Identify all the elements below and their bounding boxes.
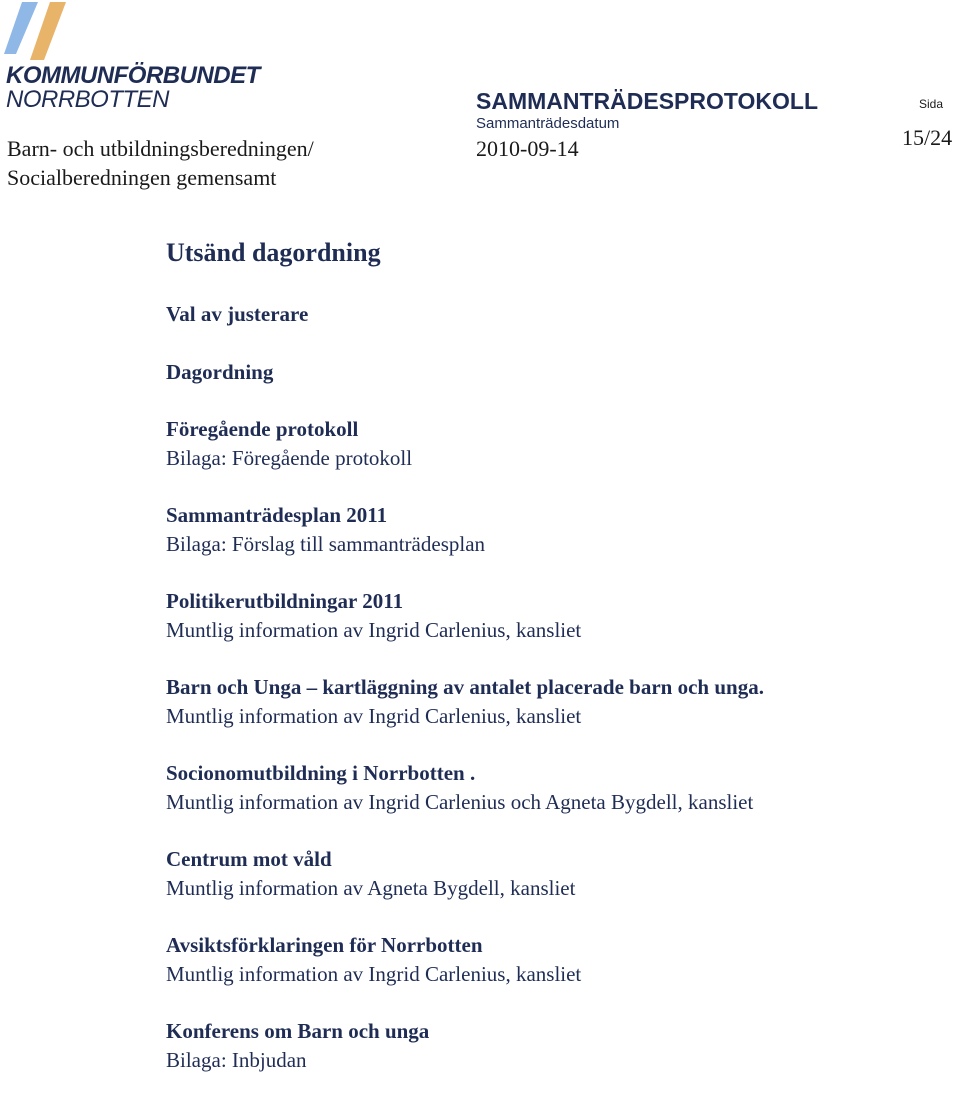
agenda-item-title: Val av justerare <box>166 302 309 326</box>
agenda-item <box>166 358 946 387</box>
agenda-item <box>166 931 946 988</box>
agenda-item-title: Centrum mot våld <box>166 847 332 871</box>
agenda-item-title: Avsiktsförklaringen för Norrbotten <box>166 933 483 957</box>
agenda-item-note: Muntlig information av Ingrid Carlenius, kansliet <box>166 617 582 642</box>
agenda-item-note: Muntlig information av Ingrid Carlenius och Agneta Bygdell, kansliet <box>166 789 754 814</box>
agenda-item <box>166 1017 946 1074</box>
agenda-item <box>166 415 946 472</box>
agenda-item-title: Dagordning <box>166 359 274 384</box>
agenda-item-note: Bilaga: Föregående protokoll <box>166 445 413 470</box>
logo-stripe-orange <box>30 2 66 60</box>
agenda-item-note: Muntlig information av Ingrid Carlenius, kansliet <box>166 961 582 986</box>
agenda-item-note: Muntlig information av Agneta Bygdell, kansliet <box>166 875 576 900</box>
logo-stripes-icon <box>4 2 74 62</box>
agenda-item-title: Föregående protokoll <box>166 417 359 441</box>
agenda-item-title: Barn och Unga – kartläggning av antalet placerade barn och unga. <box>166 675 764 699</box>
page-label: Sida <box>919 97 944 111</box>
committee-name-line2: Socialberedningen gemensamt <box>7 165 277 190</box>
agenda-heading: Utsänd dagordning <box>166 238 381 267</box>
agenda-item <box>166 759 946 816</box>
logo-text-line1: KOMMUNFÖRBUNDET <box>6 62 260 89</box>
agenda-item-note: Bilaga: Förslag till sammanträdesplan <box>166 531 486 556</box>
agenda-item <box>166 300 946 329</box>
agenda-item-note: Muntlig information av Ingrid Carlenius, kansliet <box>166 703 582 728</box>
agenda-item-title: Sammanträdesplan 2011 <box>166 503 388 527</box>
page-number: 15/24 <box>902 125 953 150</box>
logo-stripe-blue <box>4 2 38 54</box>
agenda-item <box>166 673 946 730</box>
agenda-item <box>166 501 946 558</box>
agenda-item-note: Bilaga: Inbjudan <box>166 1047 307 1072</box>
meeting-date-value: 2010-09-14 <box>476 136 579 161</box>
committee-name-line1: Barn- och utbildningsberedningen/ <box>7 136 314 161</box>
agenda-item-title: Politikerutbildningar 2011 <box>166 589 404 613</box>
agenda-list <box>166 300 946 1103</box>
agenda-item-title: Socionomutbildning i Norrbotten . <box>166 761 476 785</box>
meeting-date-label: Sammanträdesdatum <box>476 115 620 132</box>
organization-logo <box>4 2 266 114</box>
logo-text-line2: NORRBOTTEN <box>6 86 169 113</box>
agenda-item <box>166 587 946 644</box>
agenda-item <box>166 845 946 902</box>
document-title: SAMMANTRÄDESPROTOKOLL <box>476 88 819 114</box>
agenda-item-title: Konferens om Barn och unga <box>166 1019 430 1043</box>
